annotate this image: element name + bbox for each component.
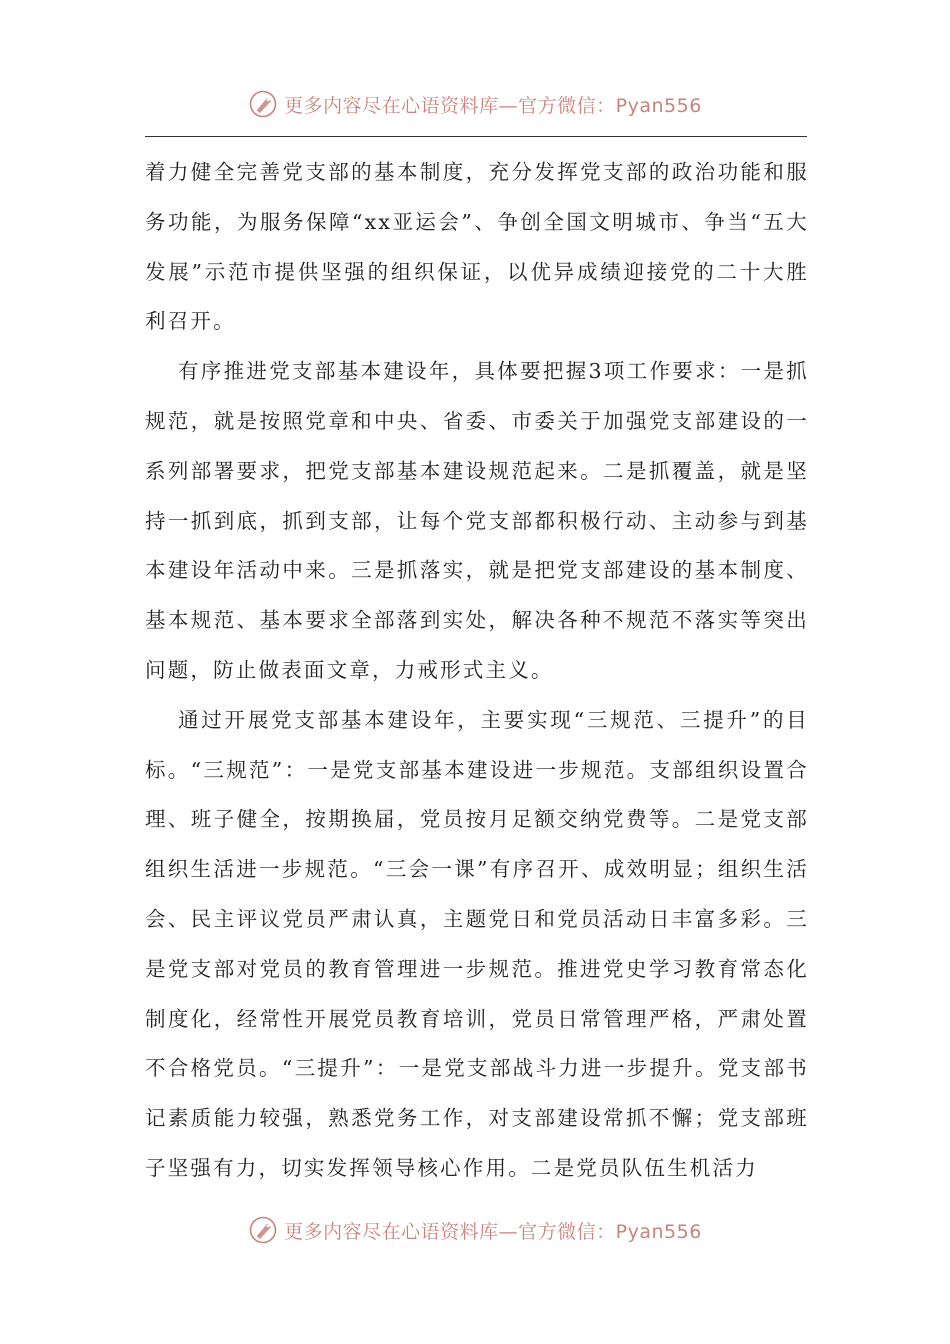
pen-nib-logo-icon [248, 89, 278, 119]
document-body [145, 148, 809, 1194]
footer-wechat-id: Pyan556 [615, 1220, 702, 1243]
header-divider [145, 136, 807, 137]
pen-nib-logo-icon [248, 1215, 278, 1245]
paragraph-3: 通过开展党支部基本建设年，主要实现“三规范、三提升”的目标。“三规范”：一是党支部基本建设进一步规范。支部组织设置合理、班子健全，按期换届，党员按月足额交纳党费等。二是党支部组织生活进一步规范。“三会一课”有序召开、成效明显；组织生活会、民主评议党员严肃认真，主题党日和党员活动日丰富多彩。三是党支部对党员的教育管理进一步规范。推进党史学习教育常态化制度化，经常性开展党员教育培训，党员日常管理严格，严肃处置不合格党员。“三提升”：一是党支部战斗力进一步提升。党支部书记素质能力较强，熟悉党务工作，对支部建设常抓不懈；党支部班子坚强有力，切实发挥领导核心作用。二是党员队伍生机活力 [145, 707, 809, 1180]
header-wechat-id: Pyan556 [615, 94, 702, 117]
header-banner-text: 更多内容尽在心语资料库—官方微信：Pyan556 [284, 94, 702, 117]
header-banner [0, 84, 950, 124]
paragraph-2: 有序推进党支部基本建设年，具体要把握3项工作要求：一是抓规范，就是按照党章和中央、省委、市委关于加强党支部建设的一系列部署要求，把党支部基本建设规范起来。二是抓覆盖，就是坚持一抓到底，抓到支部，让每个党支部都积极行动、主动参与到基本建设年活动中来。三是抓落实，就是把党支部建设的基本制度、基本规范、基本要求全部落到实处，解决各种不规范不落实等突出问题，防止做表面文章，力戒形式主义。 [145, 359, 809, 682]
paragraph-1: 着力健全完善党支部的基本制度，充分发挥党支部的政治功能和服务功能，为服务保障“xx亚运会”、争创全国文明城市、争当“五大发展”示范市提供坚强的组织保证，以优异成绩迎接党的二十大胜利召开。 [145, 160, 809, 334]
footer-banner [0, 1210, 950, 1250]
footer-banner-text: 更多内容尽在心语资料库—官方微信：Pyan556 [284, 1220, 702, 1243]
